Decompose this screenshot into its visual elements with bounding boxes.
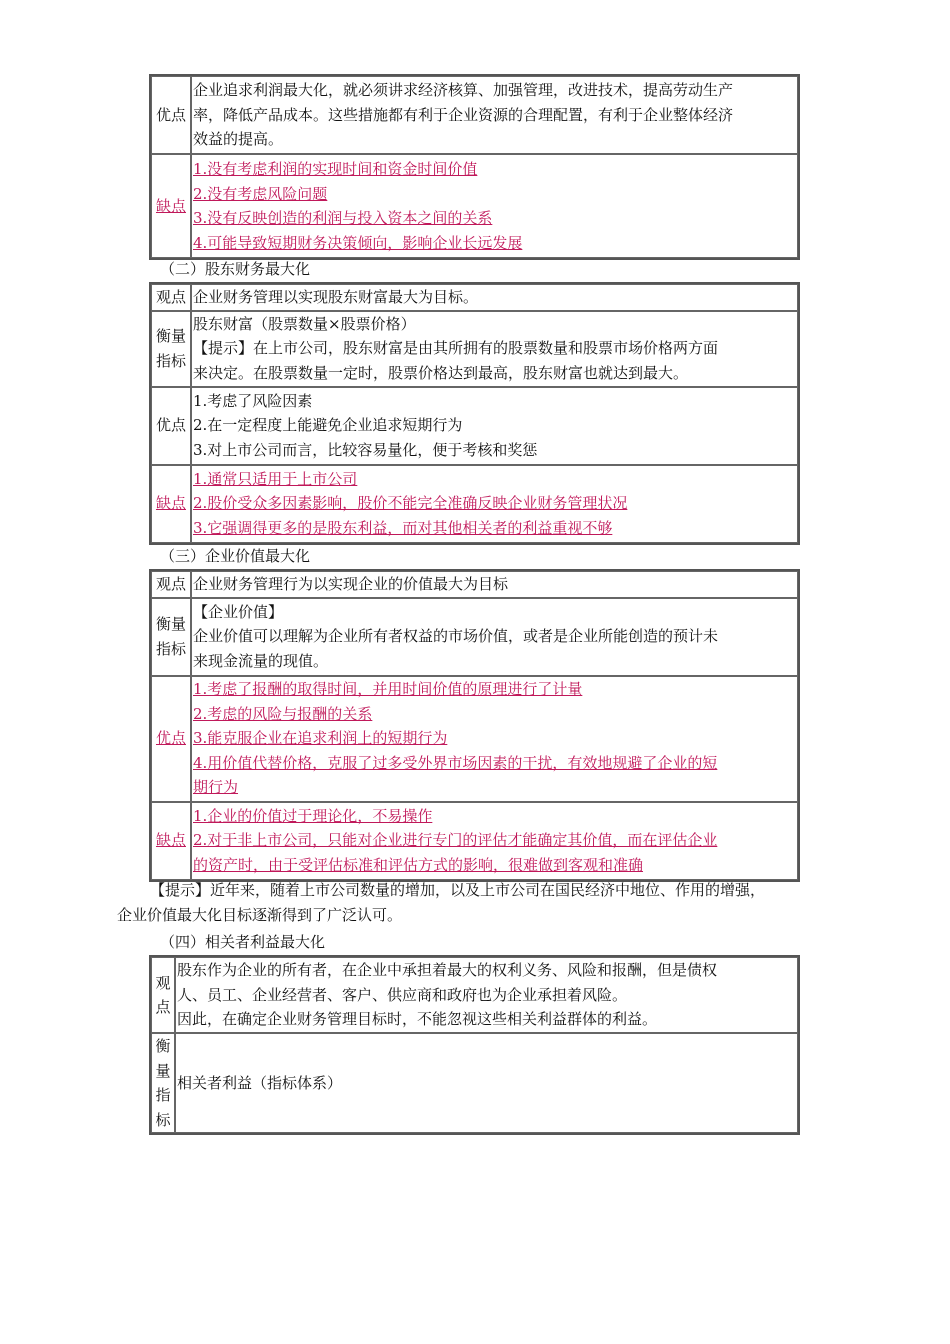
text-line: 【企业价值】	[193, 602, 284, 621]
row-label: 衡量 指标	[151, 598, 191, 676]
row-label-link[interactable]: 缺点	[151, 154, 191, 258]
enterprise-value-table	[149, 569, 800, 882]
shareholder-wealth-table	[149, 282, 800, 545]
list-link[interactable]: 期行为	[193, 778, 239, 797]
row-content	[191, 154, 798, 258]
text-line: 因此，在确定企业财务管理目标时，不能忽视这些相关利益群体的利益。	[177, 1010, 658, 1029]
text-line: 【提示】在上市公司，股东财富是由其所拥有的股票数量和股票市场价格两方面	[193, 339, 719, 358]
row-content	[191, 387, 798, 465]
text-line: 2.在一定程度上能避免企业追求短期行为	[193, 416, 463, 435]
list-link[interactable]: 2.没有考虑风险问题	[193, 184, 328, 203]
list-link[interactable]: 1.企业的价值过于理论化，不易操作	[193, 806, 433, 825]
row-content	[191, 311, 798, 387]
list-link[interactable]: 1.通常只适用于上市公司	[193, 469, 358, 488]
list-link[interactable]: 2.股价受众多因素影响，股价不能完全准确反映企业财务管理状况	[193, 494, 628, 513]
text-line: 1.考虑了风险因素	[193, 391, 313, 410]
list-link[interactable]: 的资产时，由于受评估标准和评估方式的影响，很难做到客观和准确	[193, 855, 644, 874]
row-content: 相关者利益（指标体系）	[175, 1033, 798, 1133]
list-link[interactable]: 1.没有考虑利润的实现时间和资金时间价值	[193, 160, 478, 178]
list-link[interactable]: 3.能克服企业在追求利润上的短期行为	[193, 729, 448, 748]
section-heading: （四）相关者利益最大化	[160, 933, 326, 951]
section-heading: （二）股东财务最大化	[160, 260, 311, 278]
tip-paragraph	[117, 878, 807, 928]
list-link[interactable]: 3.它强调得更多的是股东利益，而对其他相关者的利益重视不够	[193, 518, 613, 537]
row-label: 优点	[151, 387, 191, 465]
row-content	[191, 802, 798, 880]
row-label: 衡量 指标	[151, 311, 191, 387]
tip-line: 企业价值最大化目标逐渐得到了广泛认可。	[117, 906, 403, 924]
list-link[interactable]: 2.对于非上市公司，只能对企业进行专门的评估才能确定其价值，而在评估企业	[193, 831, 718, 850]
row-label-link[interactable]: 缺点	[151, 802, 191, 880]
row-content	[191, 76, 798, 154]
text-line: 率，降低产品成本。这些措施都有利于企业资源的合理配置，有利于企业整体经济	[193, 105, 734, 124]
row-label: 衡 量 指 标	[151, 1033, 175, 1133]
text-line: 人、员工、企业经营者、客户、供应商和政府也为企业承担着风险。	[177, 985, 628, 1004]
row-label: 观 点	[151, 957, 175, 1033]
row-label: 优点	[151, 76, 191, 154]
text-line: 来现金流量的现值。	[193, 651, 329, 670]
text-line: 股东作为企业的所有者，在企业中承担着最大的权利义务、风险和报酬，但是债权	[177, 961, 718, 980]
row-content: 企业财务管理以实现股东财富最大为目标。	[191, 284, 798, 311]
list-link[interactable]: 1.考虑了报酬的取得时间，并用时间价值的原理进行了计量	[193, 680, 583, 699]
tip-line: 【提示】近年来，随着上市公司数量的增加，以及上市公司在国民经济中地位、作用的增强，	[150, 881, 766, 899]
text-line: 来决定。在股票数量一定时，股票价格达到最高，股东财富也就达到最大。	[193, 363, 689, 382]
row-content: 企业财务管理行为以实现企业的价值最大为目标	[191, 571, 798, 598]
row-content	[191, 465, 798, 543]
list-link[interactable]: 2.考虑的风险与报酬的关系	[193, 704, 373, 723]
stakeholder-table	[149, 955, 800, 1135]
row-label-link[interactable]: 缺点	[151, 465, 191, 543]
text-line: 效益的提高。	[193, 130, 284, 149]
row-label: 观点	[151, 571, 191, 598]
row-content	[175, 957, 798, 1033]
row-content	[191, 676, 798, 802]
row-label-link[interactable]: 优点	[151, 676, 191, 802]
profit-max-table	[149, 74, 800, 260]
list-link[interactable]: 4.可能导致短期财务决策倾向，影响企业长远发展	[193, 233, 523, 252]
text-line: 3.对上市公司而言，比较容易量化，便于考核和奖惩	[193, 440, 538, 459]
list-link[interactable]: 4.用价值代替价格，克服了过多受外界市场因素的干扰，有效地规避了企业的短	[193, 753, 718, 772]
text-line: 企业追求利润最大化，就必须讲求经济核算、加强管理，改进技术，提高劳动生产	[193, 81, 734, 100]
text-line: 企业价值可以理解为企业所有者权益的市场价值，或者是企业所能创造的预计未	[193, 627, 719, 646]
row-label: 观点	[151, 284, 191, 311]
text-line: 股东财富（股票数量×股票价格）	[193, 314, 416, 333]
list-link[interactable]: 3.没有反映创造的利润与投入资本之间的关系	[193, 209, 493, 227]
row-content	[191, 598, 798, 676]
section-heading: （三）企业价值最大化	[160, 547, 311, 565]
